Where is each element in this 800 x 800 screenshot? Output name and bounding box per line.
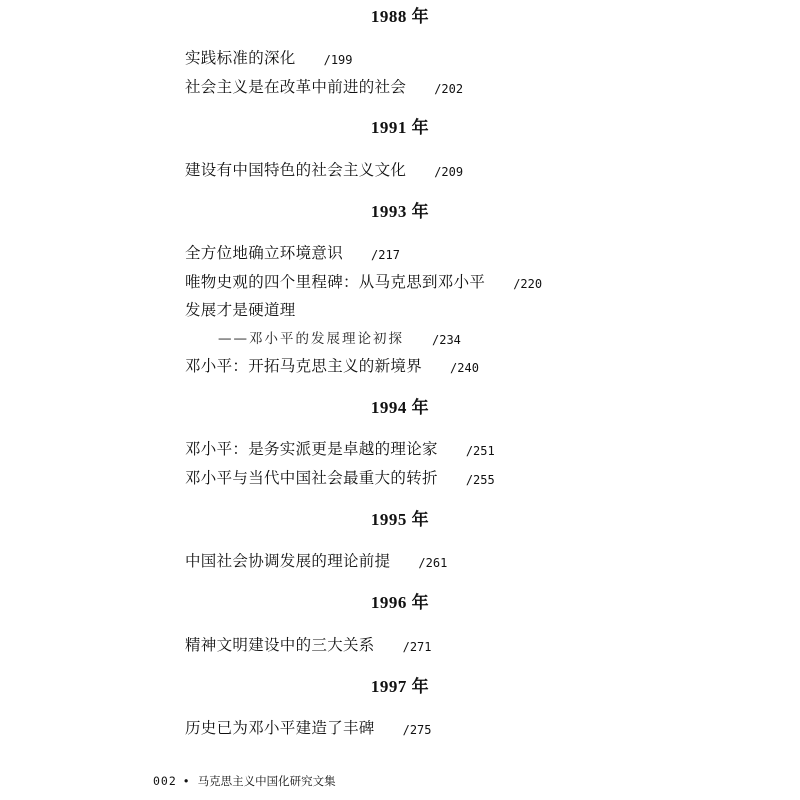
toc-entry[interactable] bbox=[185, 243, 400, 265]
toc-entry-page: /255 bbox=[465, 473, 495, 487]
toc-entry-page: /261 bbox=[418, 556, 448, 570]
toc-entry-title: 精神文明建设中的三大关系 bbox=[185, 636, 375, 654]
toc-entry-page: /199 bbox=[323, 53, 353, 67]
section-heading-1993: 1993 年 bbox=[370, 202, 430, 221]
toc-entry-title: 建设有中国特色的社会主义文化 bbox=[185, 161, 407, 179]
toc-entry-title: 全方位地确立环境意识 bbox=[185, 244, 344, 262]
toc-entry-title: ——邓小平的发展理论初探 bbox=[218, 331, 404, 347]
toc-entry-page: /217 bbox=[371, 248, 400, 262]
toc-entry-page: /240 bbox=[450, 361, 479, 375]
toc-entry-title: 邓小平：开拓马克思主义的新境界 bbox=[185, 357, 423, 375]
toc-entry[interactable] bbox=[185, 48, 353, 70]
toc-entry-page: /220 bbox=[513, 277, 543, 291]
toc-entry[interactable] bbox=[185, 356, 479, 378]
toc-entry[interactable] bbox=[185, 160, 463, 182]
section-heading-1996: 1996 年 bbox=[370, 593, 430, 612]
toc-entry-page: /275 bbox=[402, 723, 432, 737]
toc-entry[interactable] bbox=[185, 272, 542, 294]
toc-entry-title: 历史已为邓小平建造了丰碑 bbox=[185, 719, 375, 737]
toc-entry-title: 中国社会协调发展的理论前提 bbox=[185, 552, 391, 570]
toc-entry-title: 社会主义是在改革中前进的社会 bbox=[185, 78, 407, 96]
bullet-separator: • bbox=[182, 774, 190, 788]
toc-entry[interactable] bbox=[185, 300, 296, 320]
toc-entry[interactable] bbox=[185, 551, 447, 573]
toc-entry-page: /271 bbox=[402, 640, 432, 654]
toc-entry-title: 发展才是硬道理 bbox=[185, 301, 296, 319]
toc-entry-title: 实践标准的深化 bbox=[185, 49, 296, 67]
toc-entry-page: /209 bbox=[434, 165, 464, 179]
toc-entry[interactable] bbox=[185, 439, 495, 461]
toc-entry-page: /202 bbox=[434, 82, 464, 96]
page-number: 002 bbox=[153, 774, 177, 788]
toc-entry[interactable] bbox=[185, 77, 463, 99]
book-title: 马克思主义中国化研究文集 bbox=[197, 774, 336, 788]
toc-entry[interactable] bbox=[185, 468, 495, 490]
toc-entry[interactable] bbox=[185, 718, 432, 740]
toc-entry-page: /234 bbox=[432, 333, 461, 347]
toc-entry-title: 邓小平：是务实派更是卓越的理论家 bbox=[185, 440, 438, 458]
toc-entry-title: 唯物史观的四个里程碑：从马克思到邓小平 bbox=[185, 273, 486, 291]
toc-entry-subtitle[interactable] bbox=[218, 328, 461, 350]
toc-entry[interactable] bbox=[185, 635, 432, 657]
toc-entry-title: 邓小平与当代中国社会最重大的转折 bbox=[185, 469, 438, 487]
section-heading-1988: 1988 年 bbox=[370, 7, 430, 26]
page-footer bbox=[153, 773, 336, 789]
section-heading-1997: 1997 年 bbox=[370, 677, 430, 696]
section-heading-1991: 1991 年 bbox=[370, 118, 430, 137]
section-heading-1995: 1995 年 bbox=[370, 510, 430, 529]
toc-entry-page: /251 bbox=[465, 444, 495, 458]
section-heading-1994: 1994 年 bbox=[370, 398, 430, 417]
